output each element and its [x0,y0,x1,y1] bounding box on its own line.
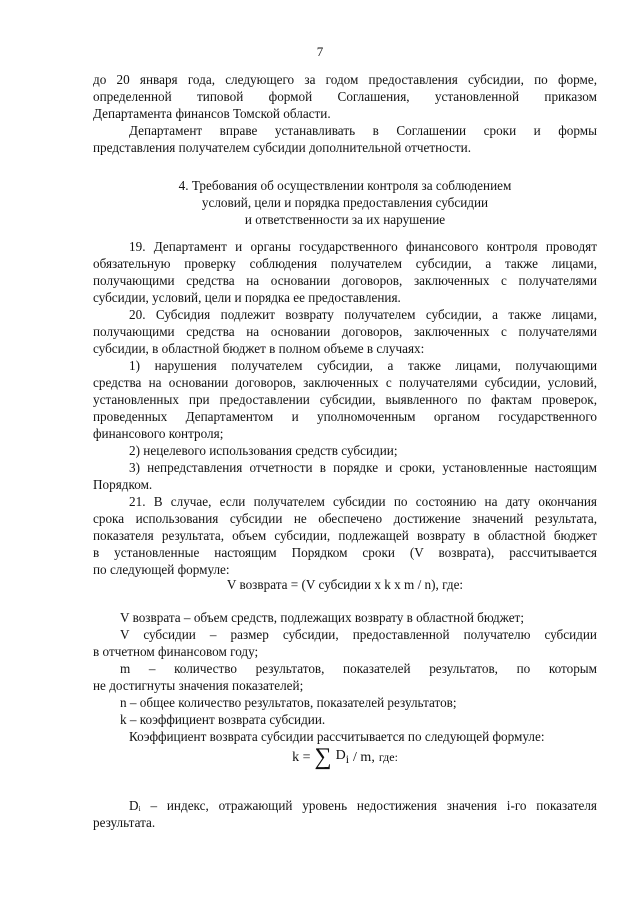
text-line: Dᵢ – индекс, отражающий уровень недостижения значения i-го показателя [129,798,597,813]
paragraph-block-3 [93,609,597,745]
text-line: Коэффициент возврата субсидии рассчитывается по следующей формуле: [129,729,545,744]
text-line: по следующей формуле: [93,562,230,577]
text-line: финансового контроля; [93,426,224,441]
text-line: проведенных Департаментом и уполномоченным органом государственного [93,409,597,424]
section-heading [93,177,597,228]
paragraph-block-2 [93,238,597,578]
formula-k-where: где: [378,749,398,764]
paragraph-block-1 [93,71,597,156]
text-line: 1) нарушения получателем субсидии, а также лицами, получающими [129,358,597,373]
text-line: в отчетном финансовом году; [93,644,259,659]
text-line: субсидии, в областной бюджет в полном объеме в случаях: [93,341,425,356]
text-line: 19. Департамент и органы государственного финансового контроля проводят [129,239,597,254]
text-line: m – количество результатов, показателей результатов, по которым [120,661,597,676]
text-line: k – коэффициент возврата субсидии. [120,712,326,727]
text-line: Департамента финансов Томской области. [93,106,331,121]
text-line: n – общее количество результатов, показателей результатов; [120,695,457,710]
heading-line: 4. Требования об осуществлении контроля за соблюдением [178,178,512,193]
text-line: получающими средства на основании договоров, заключенных с получателями [93,324,597,339]
formula-v-vozvrata: V возврата = (V субсидии x k x m / n), где: [226,577,464,592]
paragraph-block-4 [93,797,597,831]
formula-k-term-sub: i [345,751,350,766]
formula-k [93,745,597,769]
text-line: установленных при предоставлении субсидии, выявленного по фактам проверок, [93,392,597,407]
text-line: обязательную проверку соблюдения получателем субсидии, а также лицами, [93,256,597,271]
text-line: 20. Субсидия подлежит возврату получателем субсидии, а также лицами, [129,307,597,322]
formula-k-term-letter: D [335,747,346,763]
text-line: получающими средства на основании договоров, заключенных с получателями [93,273,597,288]
heading-line: условий, цели и порядка предоставления субсидии [201,195,489,210]
text-line: срока использования субсидии не обеспечено достижение значений результата, [93,511,597,526]
text-line: Порядком. [93,477,153,492]
text-line: 2) нецелевого использования средств субсидии; [129,443,398,458]
sum-symbol: ∑ [314,744,332,770]
text-line: до 20 января года, следующего за годом предоставления субсидии, по форме, [93,72,597,87]
text-line: не достигнуты значения показателей; [93,678,304,693]
heading-line: и ответственности за их нарушение [244,212,446,227]
text-line: в установленные настоящим Порядком сроки (V возврата), рассчитывается [93,545,597,560]
text-line: 21. В случае, если получателем субсидии по состоянию на дату окончания [129,494,597,509]
text-line: показателя результата, объем субсидии, подлежащей возврату в областной бюджет [93,528,597,543]
text-line: представления получателем субсидии дополнительной отчетности. [93,140,472,155]
text-line: Департамент вправе устанавливать в Соглашении сроки и формы [129,123,597,138]
formula-k-rest: / m, [353,749,375,765]
text-line: результата. [93,815,156,830]
formula-k-term [336,747,349,768]
text-line: 3) непредставления отчетности в порядке и сроки, установленные настоящим [129,460,597,475]
formula-k-lhs: k = [292,749,311,765]
text-line: V возврата – объем средств, подлежащих возврату в областной бюджет; [120,610,524,625]
text-line: средства на основании договоров, заключенных с получателями субсидии, условий, [93,375,597,390]
text-line: определенной типовой формой Соглашения, установленной приказом [93,89,597,104]
page-number: 7 [316,44,324,59]
text-line: V субсидии – размер субсидии, предоставленной получателю субсидии [120,627,597,642]
text-line: субсидии, условий, цели и порядка ее предоставления. [93,290,401,305]
